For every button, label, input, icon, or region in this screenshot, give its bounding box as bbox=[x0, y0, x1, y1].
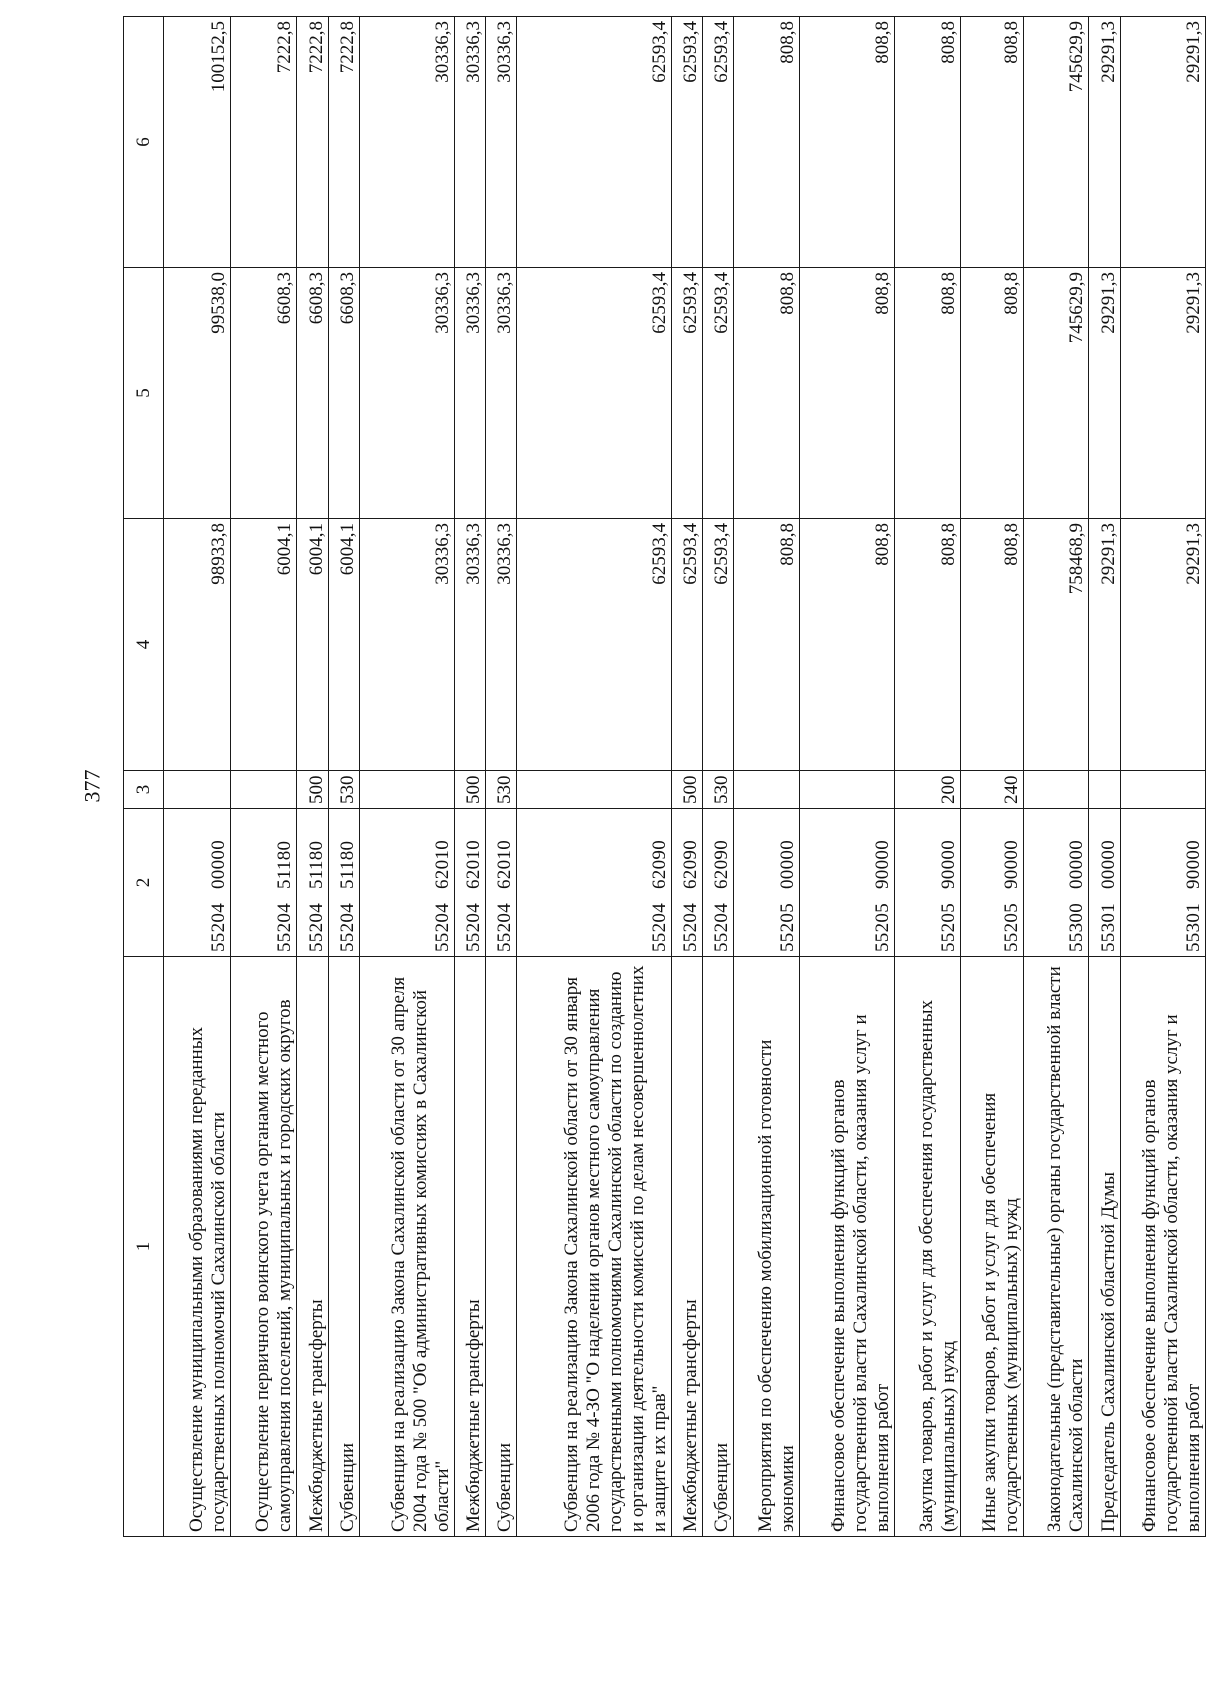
expense-type-cell bbox=[1024, 771, 1089, 809]
page-number: 377 bbox=[79, 769, 105, 803]
expense-type-cell: 530 bbox=[329, 771, 360, 809]
program-code-cell bbox=[703, 809, 734, 957]
program-code-part: 55205 bbox=[938, 903, 959, 952]
amount-cell-v5: 30336,3 bbox=[486, 268, 517, 519]
column-header: 1 bbox=[124, 957, 164, 1537]
direction-code-part: 62010 bbox=[494, 840, 515, 889]
program-code-cell bbox=[800, 809, 895, 957]
row-name-cell: Межбюджетные трансферты bbox=[297, 957, 329, 1537]
amount-cell-v4: 30336,3 bbox=[486, 519, 517, 771]
program-code-cell bbox=[1024, 809, 1089, 957]
row-name-cell: Субвенция на реализацию Закона Сахалинской области от 30 апреля 2004 года № 500 "Об административных комиссиях в Сахалинской области" bbox=[360, 957, 455, 1537]
program-code-part: 55204 bbox=[306, 903, 327, 952]
table-header-row bbox=[124, 17, 164, 1537]
expense-type-cell: 200 bbox=[895, 771, 961, 809]
program-code-cell bbox=[1089, 809, 1121, 957]
row-name-cell: Субвенции bbox=[486, 957, 517, 1537]
direction-code-part: 62010 bbox=[432, 840, 453, 889]
amount-cell-v4: 808,8 bbox=[734, 519, 800, 771]
amount-cell-v4: 98933,8 bbox=[164, 519, 231, 771]
column-header: 4 bbox=[124, 519, 164, 771]
program-code-part: 55205 bbox=[872, 903, 893, 952]
amount-cell-v6: 745629,9 bbox=[1024, 17, 1089, 268]
program-code-cell bbox=[517, 809, 672, 957]
amount-cell-v5: 99538,0 bbox=[164, 268, 231, 519]
program-code-cell bbox=[895, 809, 961, 957]
amount-cell-v4: 6004,1 bbox=[329, 519, 360, 771]
row-name-cell: Осуществление муниципальными образованиями переданных государственных полномочий Сахалинской области bbox=[164, 957, 231, 1537]
column-header: 6 bbox=[124, 17, 164, 268]
table-row bbox=[164, 17, 231, 1537]
table-row bbox=[800, 17, 895, 1537]
amount-cell-v6: 30336,3 bbox=[486, 17, 517, 268]
amount-cell-v5: 62593,4 bbox=[703, 268, 734, 519]
program-code-cell bbox=[1121, 809, 1206, 957]
expense-type-cell bbox=[800, 771, 895, 809]
program-code-part: 55204 bbox=[711, 903, 732, 952]
amount-cell-v6: 30336,3 bbox=[360, 17, 455, 268]
row-name-cell: Субвенции bbox=[329, 957, 360, 1537]
amount-cell-v6: 808,8 bbox=[961, 17, 1024, 268]
row-name-cell: Межбюджетные трансферты bbox=[672, 957, 703, 1537]
row-name-cell: Законодательные (представительные) органы государственной власти Сахалинской области bbox=[1024, 957, 1089, 1537]
amount-cell-v4: 758468,9 bbox=[1024, 519, 1089, 771]
program-code-part: 55204 bbox=[680, 903, 701, 952]
expense-type-cell bbox=[164, 771, 231, 809]
table-row bbox=[517, 17, 672, 1537]
row-name-cell: Субвенция на реализацию Закона Сахалинской области от 30 января 2006 года № 4-ЗО "О наделении органов местного самоуправления государственными полномочиями Сахалинской области по созданию и организации деятельности комиссий по делам несовершеннолетних и защите их прав" bbox=[517, 957, 672, 1537]
direction-code-part: 90000 bbox=[938, 840, 959, 889]
amount-cell-v6: 29291,3 bbox=[1121, 17, 1206, 268]
program-code-part: 55205 bbox=[777, 903, 798, 952]
program-code-part: 55301 bbox=[1183, 903, 1204, 952]
budget-table bbox=[123, 16, 1206, 1537]
row-name-cell: Председатель Сахалинской областной Думы bbox=[1089, 957, 1121, 1537]
amount-cell-v6: 808,8 bbox=[734, 17, 800, 268]
amount-cell-v6: 7222,8 bbox=[329, 17, 360, 268]
amount-cell-v6: 62593,4 bbox=[517, 17, 672, 268]
table-row bbox=[329, 17, 360, 1537]
program-code-part: 55204 bbox=[494, 903, 515, 952]
row-name-cell: Закупка товаров, работ и услуг для обеспечения государственных (муниципальных) нужд bbox=[895, 957, 961, 1537]
amount-cell-v5: 62593,4 bbox=[517, 268, 672, 519]
amount-cell-v5: 62593,4 bbox=[672, 268, 703, 519]
program-code-part: 55204 bbox=[432, 903, 453, 952]
amount-cell-v4: 62593,4 bbox=[703, 519, 734, 771]
direction-code-part: 62090 bbox=[711, 840, 732, 889]
row-name-cell: Субвенции bbox=[703, 957, 734, 1537]
program-code-part: 55204 bbox=[337, 903, 358, 952]
amount-cell-v5: 745629,9 bbox=[1024, 268, 1089, 519]
direction-code-part: 62090 bbox=[649, 840, 670, 889]
table-row bbox=[895, 17, 961, 1537]
row-name-cell: Финансовое обеспечение выполнения функций органов государственной власти Сахалинской области, оказания услуг и выполнения работ bbox=[1121, 957, 1206, 1537]
expense-type-cell bbox=[231, 771, 297, 809]
amount-cell-v5: 6608,3 bbox=[297, 268, 329, 519]
direction-code-part: 00000 bbox=[1066, 840, 1087, 889]
amount-cell-v6: 62593,4 bbox=[703, 17, 734, 268]
expense-type-cell: 530 bbox=[486, 771, 517, 809]
direction-code-part: 90000 bbox=[1001, 840, 1022, 889]
direction-code-part: 90000 bbox=[872, 840, 893, 889]
expense-type-cell: 500 bbox=[297, 771, 329, 809]
amount-cell-v4: 808,8 bbox=[895, 519, 961, 771]
amount-cell-v5: 30336,3 bbox=[455, 268, 486, 519]
row-name-cell: Мероприятия по обеспечению мобилизационной готовности экономики bbox=[734, 957, 800, 1537]
amount-cell-v5: 29291,3 bbox=[1121, 268, 1206, 519]
program-code-cell bbox=[231, 809, 297, 957]
amount-cell-v4: 30336,3 bbox=[455, 519, 486, 771]
program-code-part: 55204 bbox=[208, 903, 229, 952]
table-row bbox=[1089, 17, 1121, 1537]
amount-cell-v4: 62593,4 bbox=[517, 519, 672, 771]
amount-cell-v4: 29291,3 bbox=[1121, 519, 1206, 771]
amount-cell-v5: 6608,3 bbox=[231, 268, 297, 519]
amount-cell-v5: 808,8 bbox=[800, 268, 895, 519]
program-code-part: 55204 bbox=[649, 903, 670, 952]
amount-cell-v6: 7222,8 bbox=[297, 17, 329, 268]
table-row bbox=[486, 17, 517, 1537]
program-code-cell bbox=[961, 809, 1024, 957]
row-name-cell: Межбюджетные трансферты bbox=[455, 957, 486, 1537]
program-code-part: 55204 bbox=[463, 903, 484, 952]
expense-type-cell bbox=[1089, 771, 1121, 809]
table-row bbox=[360, 17, 455, 1537]
amount-cell-v4: 30336,3 bbox=[360, 519, 455, 771]
table-row bbox=[231, 17, 297, 1537]
expense-type-cell bbox=[360, 771, 455, 809]
row-name-cell: Иные закупки товаров, работ и услуг для обеспечения государственных (муниципальных) нужд bbox=[961, 957, 1024, 1537]
program-code-cell bbox=[486, 809, 517, 957]
program-code-cell bbox=[164, 809, 231, 957]
amount-cell-v6: 808,8 bbox=[800, 17, 895, 268]
row-name-cell: Финансовое обеспечение выполнения функций органов государственной власти Сахалинской области, оказания услуг и выполнения работ bbox=[800, 957, 895, 1537]
expense-type-cell bbox=[1121, 771, 1206, 809]
amount-cell-v5: 6608,3 bbox=[329, 268, 360, 519]
table-row bbox=[1024, 17, 1089, 1537]
program-code-part: 55205 bbox=[1001, 903, 1022, 952]
expense-type-cell: 500 bbox=[672, 771, 703, 809]
amount-cell-v6: 808,8 bbox=[895, 17, 961, 268]
expense-type-cell bbox=[517, 771, 672, 809]
table-row bbox=[455, 17, 486, 1537]
amount-cell-v5: 30336,3 bbox=[360, 268, 455, 519]
direction-code-part: 00000 bbox=[1098, 840, 1119, 889]
table-row bbox=[672, 17, 703, 1537]
program-code-part: 55204 bbox=[274, 903, 295, 952]
table-row bbox=[961, 17, 1024, 1537]
program-code-part: 55300 bbox=[1066, 903, 1087, 952]
amount-cell-v4: 29291,3 bbox=[1089, 519, 1121, 771]
amount-cell-v6: 100152,5 bbox=[164, 17, 231, 268]
direction-code-part: 62010 bbox=[463, 840, 484, 889]
direction-code-part: 00000 bbox=[777, 840, 798, 889]
amount-cell-v4: 808,8 bbox=[800, 519, 895, 771]
table-row bbox=[734, 17, 800, 1537]
amount-cell-v6: 7222,8 bbox=[231, 17, 297, 268]
program-code-cell bbox=[455, 809, 486, 957]
program-code-cell bbox=[360, 809, 455, 957]
table-row bbox=[297, 17, 329, 1537]
rotated-table-wrapper bbox=[123, 17, 1204, 1537]
direction-code-part: 51180 bbox=[337, 840, 358, 889]
column-header: 3 bbox=[124, 771, 164, 809]
direction-code-part: 90000 bbox=[1183, 840, 1204, 889]
amount-cell-v4: 808,8 bbox=[961, 519, 1024, 771]
amount-cell-v5: 808,8 bbox=[895, 268, 961, 519]
direction-code-part: 51180 bbox=[306, 840, 327, 889]
amount-cell-v5: 808,8 bbox=[734, 268, 800, 519]
program-code-cell bbox=[297, 809, 329, 957]
program-code-cell bbox=[329, 809, 360, 957]
amount-cell-v6: 62593,4 bbox=[672, 17, 703, 268]
expense-type-cell: 240 bbox=[961, 771, 1024, 809]
expense-type-cell: 530 bbox=[703, 771, 734, 809]
table-row bbox=[1121, 17, 1206, 1537]
expense-type-cell: 500 bbox=[455, 771, 486, 809]
amount-cell-v4: 62593,4 bbox=[672, 519, 703, 771]
amount-cell-v4: 6004,1 bbox=[231, 519, 297, 771]
direction-code-part: 62090 bbox=[680, 840, 701, 889]
amount-cell-v4: 6004,1 bbox=[297, 519, 329, 771]
row-name-cell: Осуществление первичного воинского учета органами местного самоуправления поселений, муниципальных и городских округов bbox=[231, 957, 297, 1537]
column-header: 5 bbox=[124, 268, 164, 519]
amount-cell-v6: 30336,3 bbox=[455, 17, 486, 268]
program-code-cell bbox=[734, 809, 800, 957]
amount-cell-v5: 808,8 bbox=[961, 268, 1024, 519]
direction-code-part: 00000 bbox=[208, 840, 229, 889]
direction-code-part: 51180 bbox=[274, 840, 295, 889]
expense-type-cell bbox=[734, 771, 800, 809]
table-row bbox=[703, 17, 734, 1537]
program-code-cell bbox=[672, 809, 703, 957]
amount-cell-v6: 29291,3 bbox=[1089, 17, 1121, 268]
column-header: 2 bbox=[124, 809, 164, 957]
program-code-part: 55301 bbox=[1098, 903, 1119, 952]
amount-cell-v5: 29291,3 bbox=[1089, 268, 1121, 519]
